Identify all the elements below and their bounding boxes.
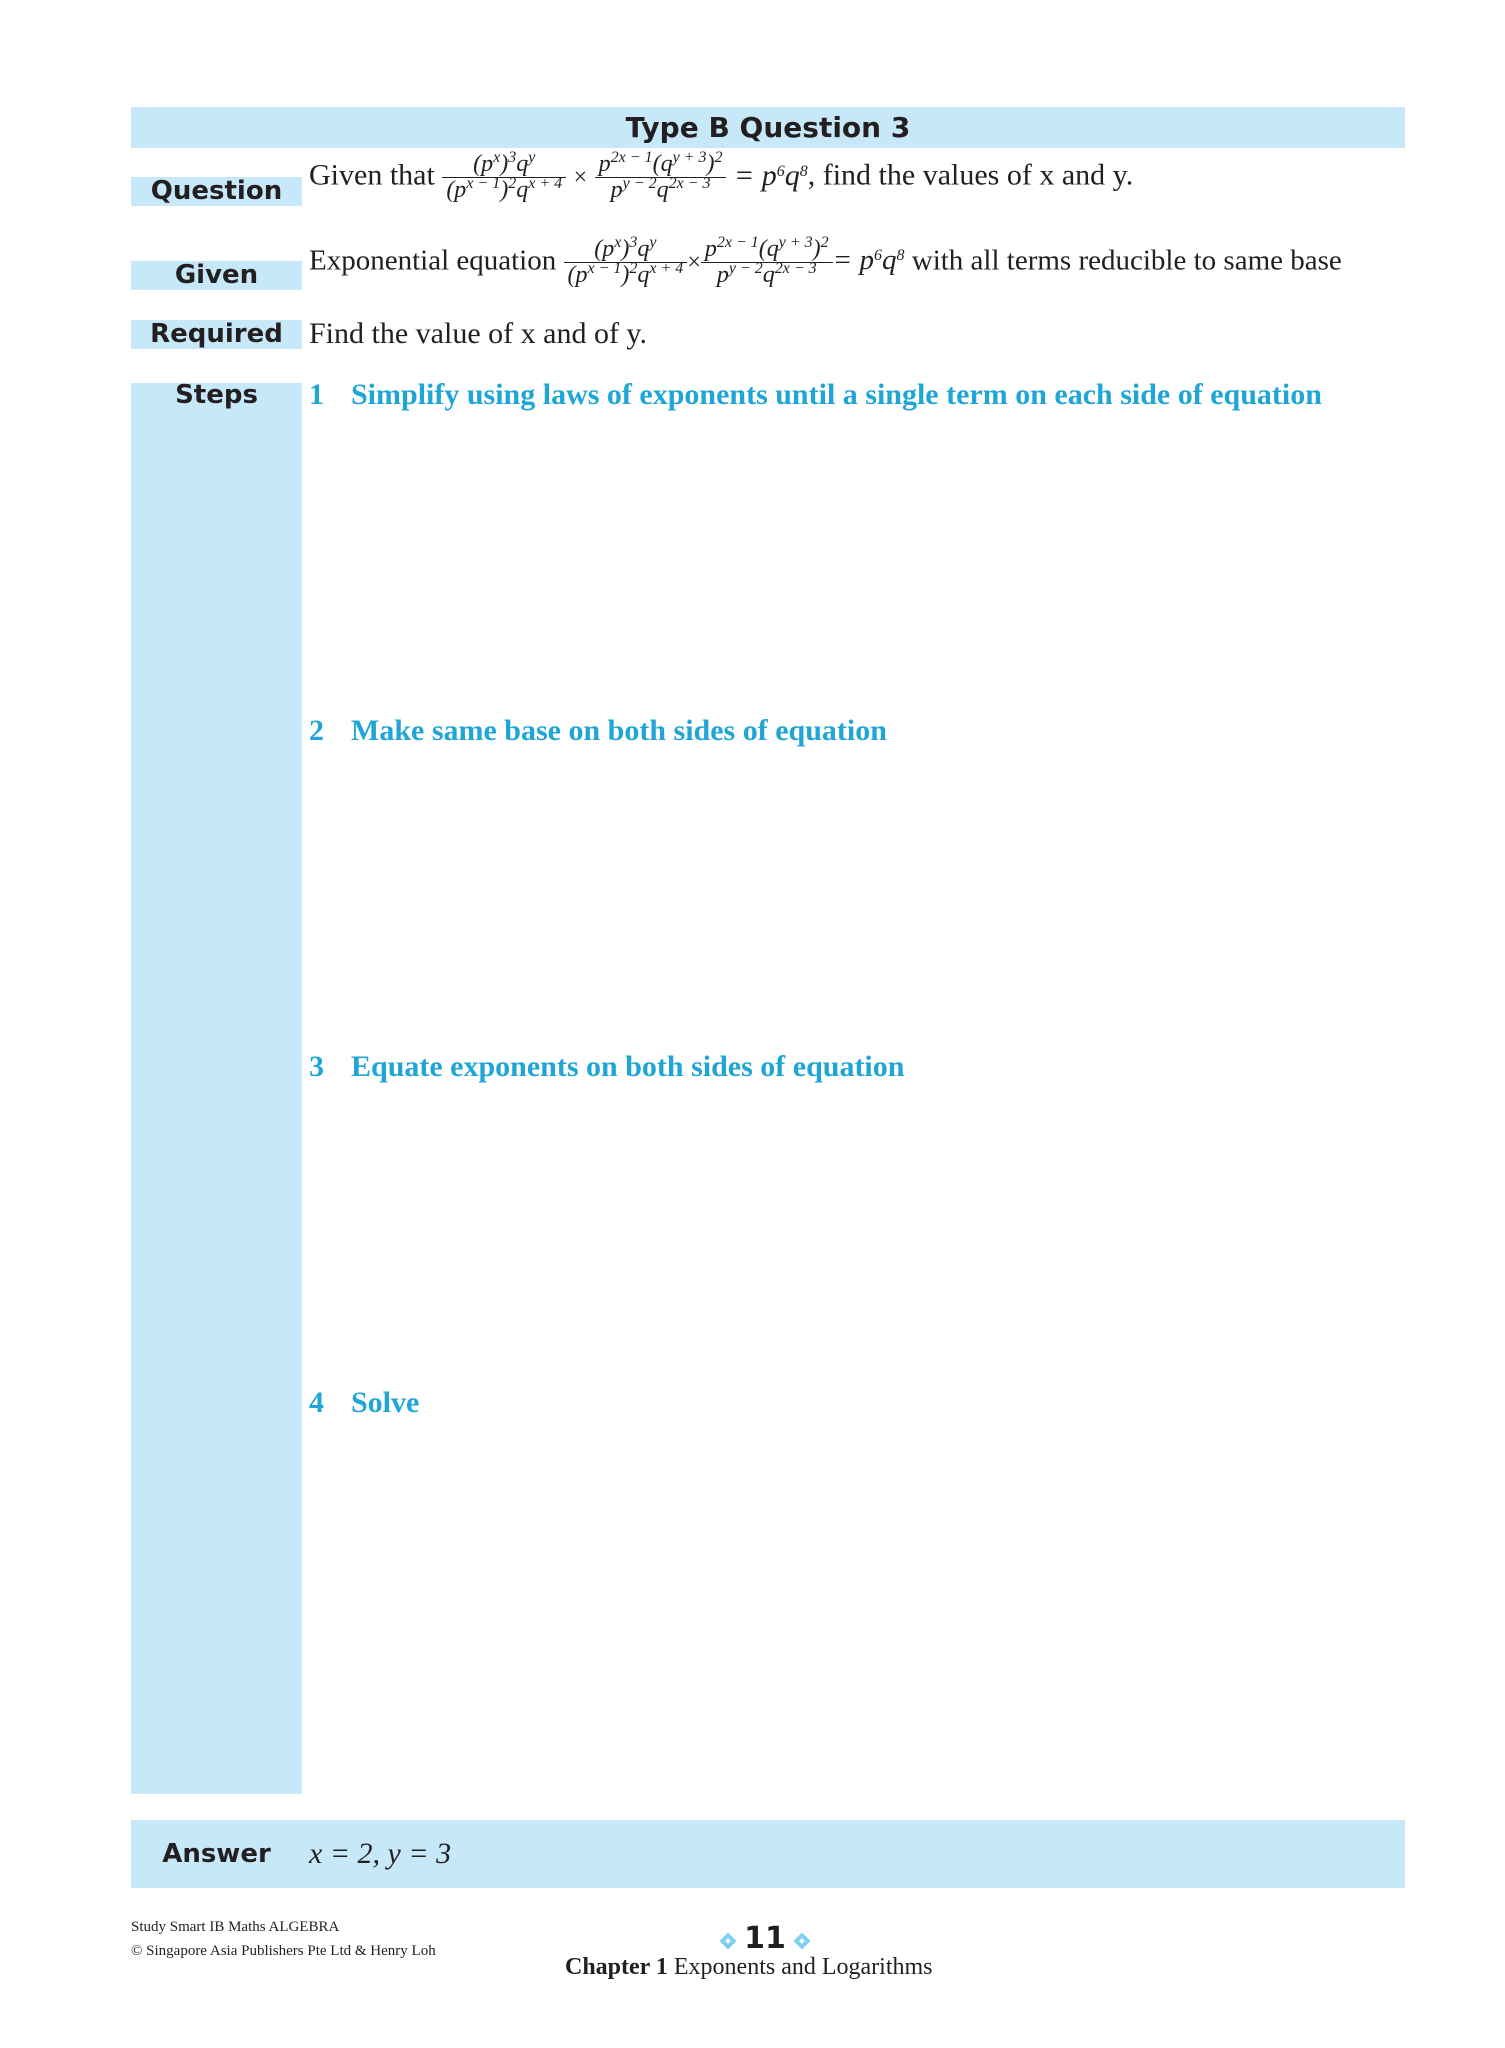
footer-book-title: Study Smart IB Maths ALGEBRA xyxy=(131,1919,340,1935)
required-text xyxy=(309,317,647,351)
question-fraction-2 xyxy=(595,149,727,204)
given-prefix: Exponential equation xyxy=(309,244,557,277)
step-2-number: 2 xyxy=(309,714,324,747)
step-1-number: 1 xyxy=(309,378,324,411)
fraction-1-numerator: $(p^x)^3q^y$ xyxy=(442,152,566,178)
fraction-1-denominator: $(p^{x - 1})^2q^{x + 4}$ xyxy=(446,175,563,204)
given-label: Given xyxy=(174,260,259,290)
chapter-footer xyxy=(565,1954,933,1981)
step-4 xyxy=(309,1386,419,1420)
chapter-label: Chapter 1 xyxy=(565,1954,668,1980)
step-4-number: 4 xyxy=(309,1386,324,1419)
step-2-text: Make same base on both sides of equation xyxy=(351,714,887,747)
given-rhs: = $p^6q^8$ xyxy=(832,244,905,277)
given-fraction-2-denominator: $p^{y - 2}q^{2x - 3}$ xyxy=(716,260,817,289)
step-2 xyxy=(309,714,887,748)
given-fraction-2-numerator: $p^{2x - 1}(q^{y + 3})^2$ xyxy=(701,237,833,263)
step-4-text: Solve xyxy=(351,1386,420,1419)
fraction-2-numerator: $p^{2x - 1}(q^{y + 3})^2$ xyxy=(595,152,727,178)
question-fraction-1 xyxy=(442,149,566,204)
given-fraction-2 xyxy=(701,234,833,289)
given-suffix: with all terms reducible to same base xyxy=(911,244,1342,277)
left-diamond-icon xyxy=(719,1932,737,1950)
required-sentence: Find the value of x and of y. xyxy=(309,317,647,350)
step-3-text: Equate exponents on both sides of equation xyxy=(351,1050,905,1083)
fraction-2-denominator: $p^{y - 2}q^{2x - 3}$ xyxy=(610,175,711,204)
times-sign: × xyxy=(573,164,588,191)
given-fraction-1 xyxy=(564,234,688,289)
footer-copyright: © Singapore Asia Publishers Pte Ltd & Henry Loh xyxy=(131,1943,436,1959)
step-3-number: 3 xyxy=(309,1050,324,1083)
given-times-sign: × xyxy=(687,249,701,276)
question-prefix: Given that xyxy=(309,158,435,192)
answer-text xyxy=(309,1820,451,1888)
steps-column xyxy=(131,380,302,1794)
question-text xyxy=(309,149,1134,204)
page-title: Type B Question 3 xyxy=(625,111,911,144)
question-suffix: , find the values of x and y. xyxy=(807,158,1134,192)
right-diamond-icon xyxy=(793,1932,811,1950)
given-fraction-1-denominator: $(p^{x - 1})^2q^{x + 4}$ xyxy=(567,260,684,289)
page-number-group xyxy=(712,1921,818,1956)
step-1-text: Simplify using laws of exponents until a single term on each side of equation xyxy=(351,378,1322,411)
question-rhs: = $p^6q^8$ xyxy=(733,158,808,192)
page-number: 11 xyxy=(744,1921,786,1956)
step-3 xyxy=(309,1050,904,1084)
given-text xyxy=(309,234,1342,289)
step-1 xyxy=(309,378,1322,412)
given-fraction-1-numerator: $(p^x)^3q^y$ xyxy=(564,237,688,263)
answer-value: x = 2, y = 3 xyxy=(309,1837,452,1870)
chapter-title: Exponents and Logarithms xyxy=(673,1954,933,1980)
steps-label: Steps xyxy=(175,380,258,410)
question-label: Question xyxy=(150,176,283,206)
required-label: Required xyxy=(150,319,283,349)
answer-label: Answer xyxy=(162,1839,271,1869)
